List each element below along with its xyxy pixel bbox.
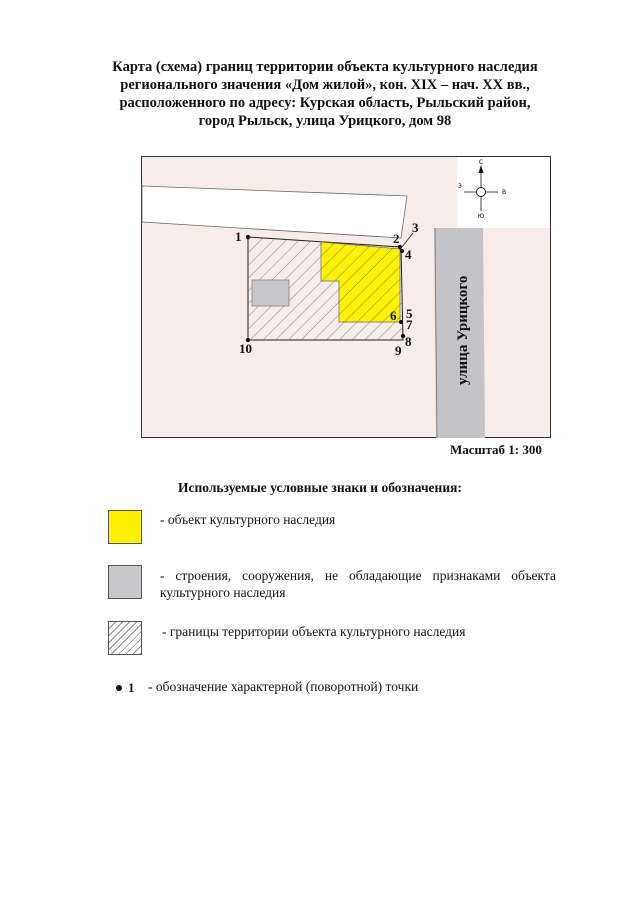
legend-text-boundary: - границы территории объекта культурного наследия [162, 624, 466, 639]
legend-point-symbol [116, 680, 135, 696]
title-line-2: регионального значения «Дом жилой», кон. XIX – нач. XX вв., [120, 77, 530, 93]
legend-swatch-building [108, 565, 142, 599]
legend-text-heritage: - объект культурного наследия [160, 512, 336, 527]
legend-swatch-boundary [108, 621, 142, 655]
title-line-1: Карта (схема) границ территории объекта культурного наследия [112, 59, 538, 75]
compass-center-icon [477, 188, 486, 197]
point-label-4: 4 [405, 247, 412, 262]
point-label-1: 1 [235, 229, 242, 244]
point-label-5: 5 [406, 306, 413, 321]
point-marker-1 [246, 235, 250, 239]
page-title [90, 58, 560, 130]
point-label-2: 2 [393, 231, 400, 246]
legend-swatch-heritage [108, 510, 142, 544]
street-label: улица Урицкого [455, 275, 471, 385]
scale-label: Масштаб 1: 300 [450, 442, 542, 457]
legend-text-building: - строения, сооружения, не обладающие признаками объекта культурного наследия [160, 568, 556, 600]
legend-point-number: 1 [128, 680, 135, 695]
compass-south-label: Ю [477, 213, 485, 220]
title-line-4: город Рыльск, улица Урицкого, дом 98 [198, 113, 452, 129]
point-label-3: 3 [412, 220, 419, 235]
point-marker-6 [399, 320, 403, 324]
boundary-map [141, 156, 551, 438]
compass-east-label: В [502, 189, 507, 196]
point-label-6: 6 [390, 308, 397, 323]
point-marker-4 [400, 249, 404, 253]
point-dot-icon [116, 685, 122, 691]
compass-west-label: З [458, 183, 462, 190]
non-heritage-building [252, 280, 289, 306]
legend-title: Используемые условные знаки и обозначения: [178, 480, 462, 495]
point-label-8: 8 [405, 334, 412, 349]
legend-text-point: - обозначение характерной (поворотной) точки [148, 679, 419, 694]
title-line-3: расположенного по адресу: Курская область, Рыльский район, [119, 95, 531, 111]
compass-north-label: С [478, 159, 484, 166]
point-label-9: 9 [395, 343, 402, 358]
point-label-7: 7 [406, 317, 413, 332]
point-label-10: 10 [239, 341, 252, 356]
